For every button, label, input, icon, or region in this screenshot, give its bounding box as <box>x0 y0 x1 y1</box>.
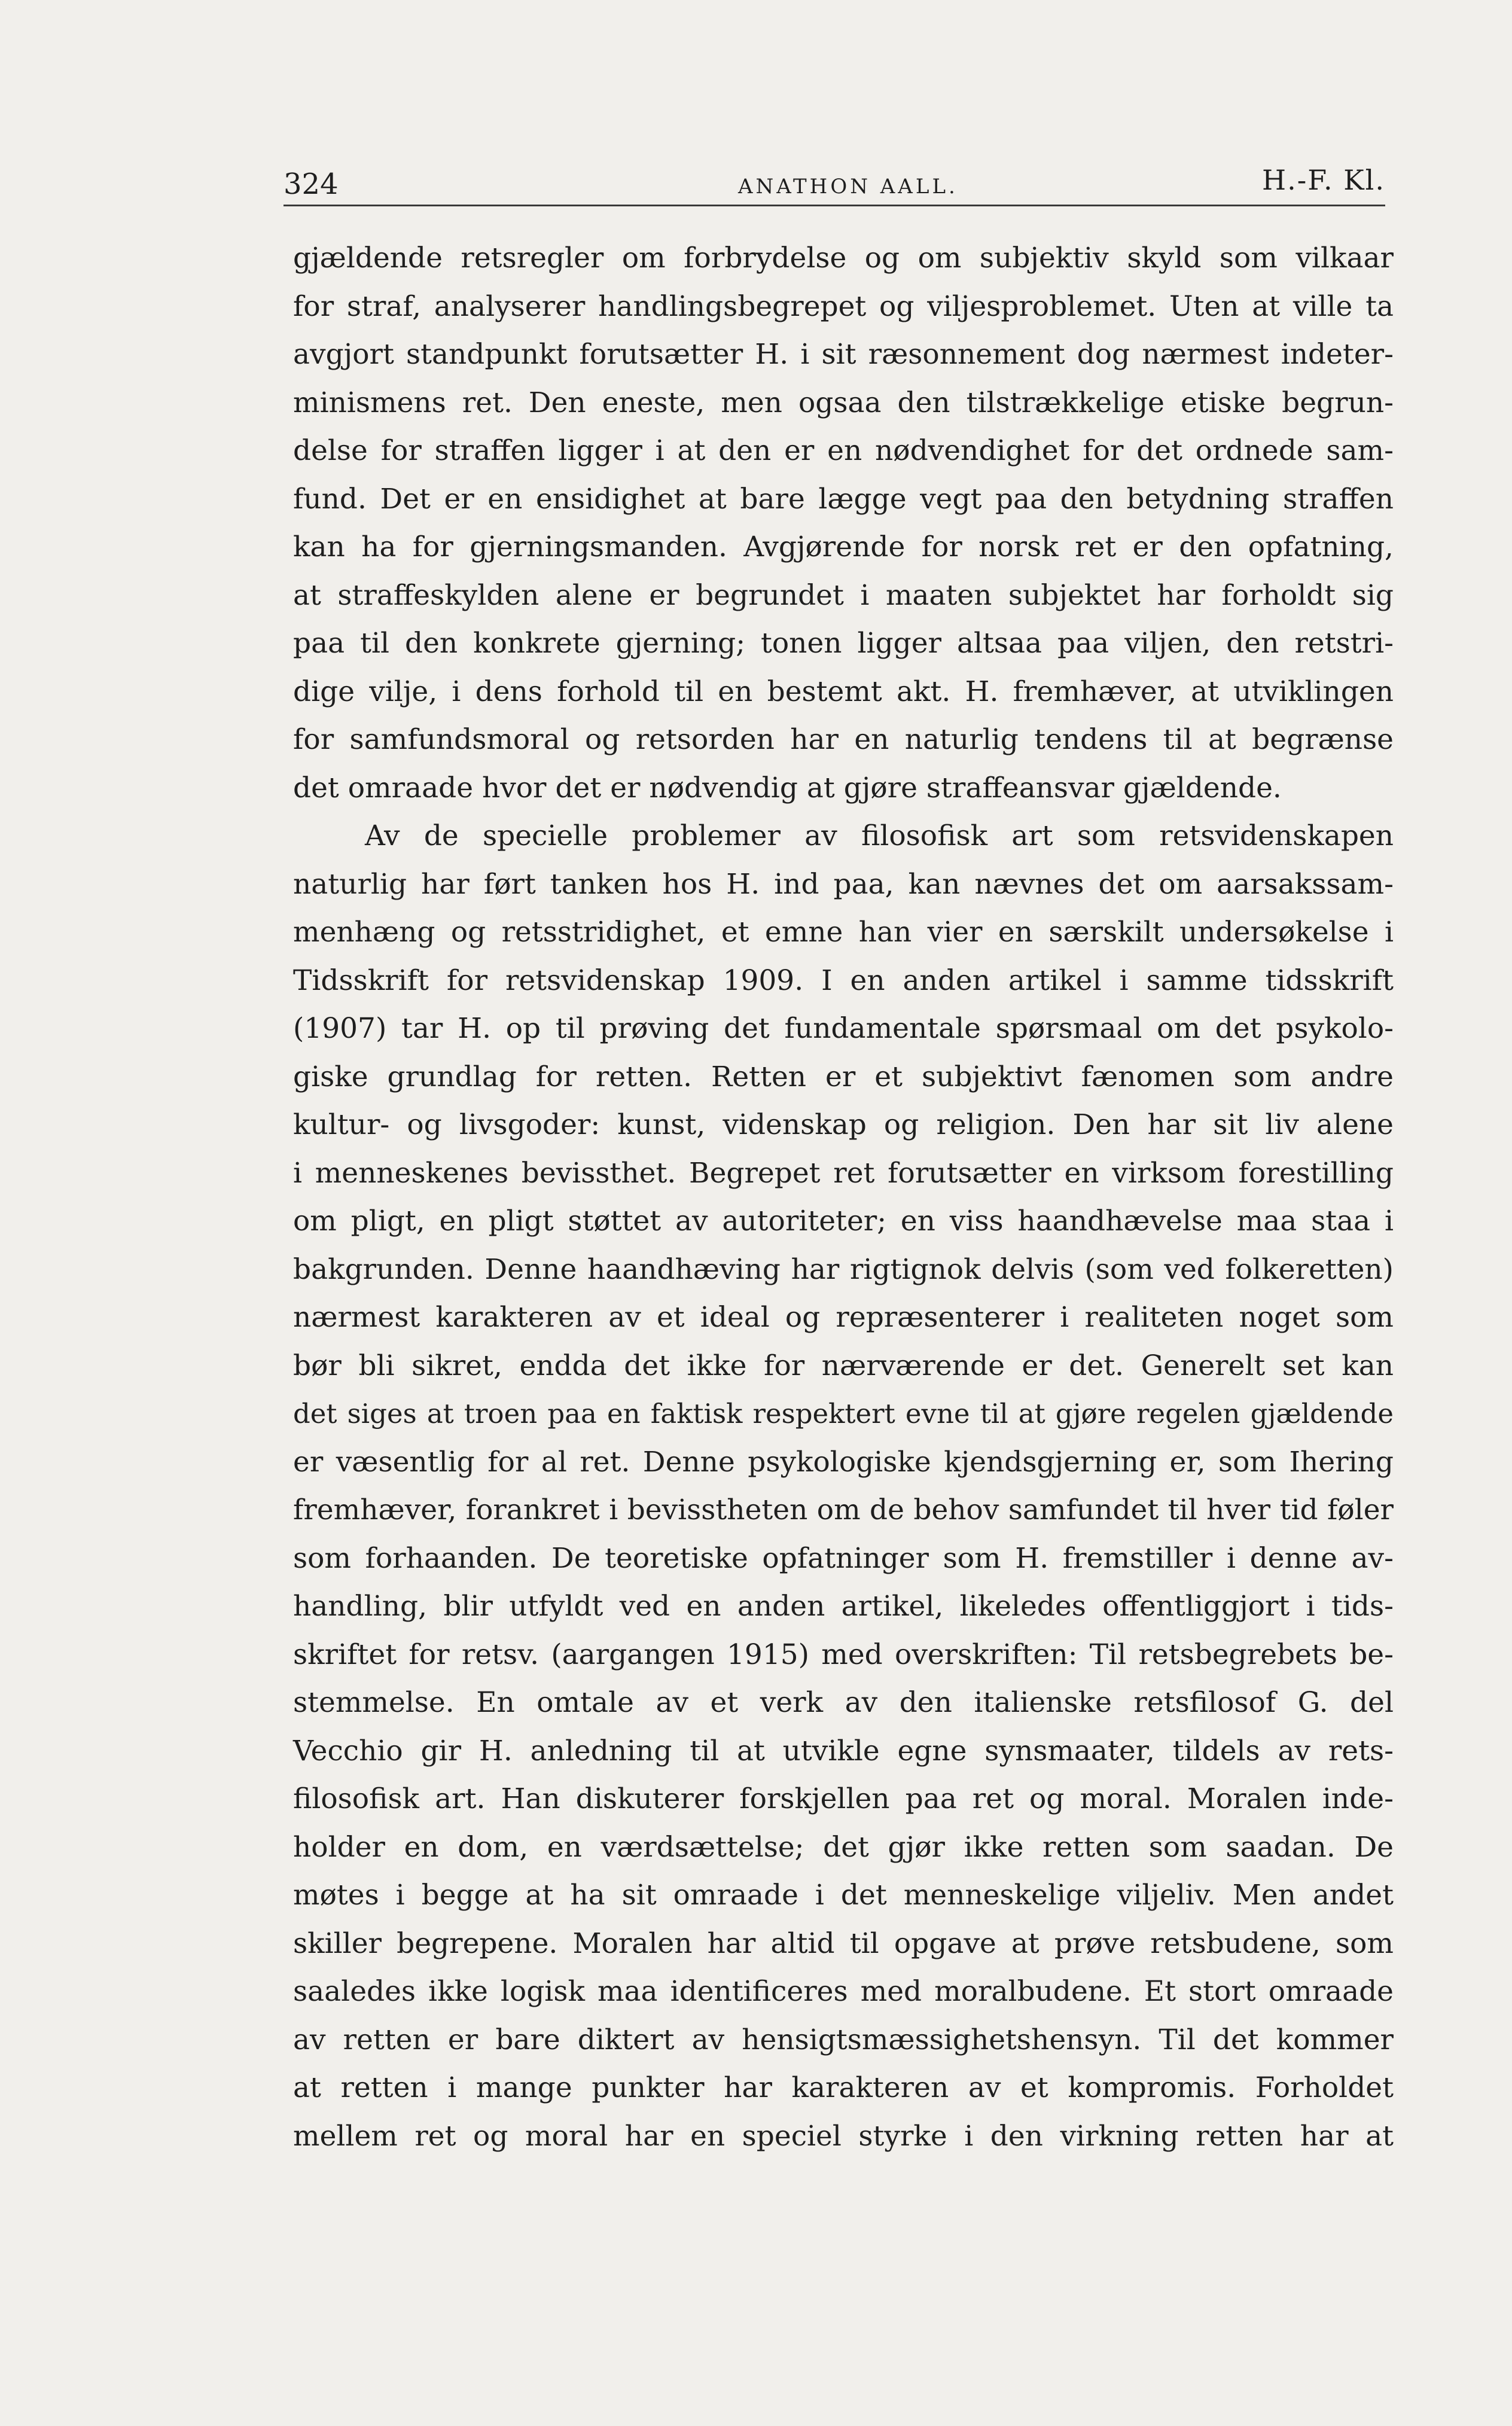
text-line: gjældende retsregler om forbrydelse og om subjektiv skyld som vilkaar <box>293 242 1394 275</box>
text-line: er væsentlig for al ret. Denne psykologiske kjendsgjerning er, som Ihering <box>293 1445 1394 1479</box>
body-text <box>293 234 1394 2160</box>
text-line: det omraade hvor det er nødvendig at gjøre straffeansvar gjældende. <box>293 771 1282 804</box>
text-line: fremhæver, forankret i bevisstheten om de behov samfundet til hver tid føler <box>293 1494 1394 1526</box>
page-header <box>284 163 1385 206</box>
text-line: avgjort standpunkt forutsætter H. i sit ræsonnement dog nærmest indeter- <box>293 338 1394 371</box>
text-line: naturlig har ført tanken hos H. ind paa, kan nævnes det om aarsakssam- <box>293 867 1394 901</box>
text-line: for straf, analyserer handlingsbegrepet og viljesproblemet. Uten at ville ta <box>293 289 1394 323</box>
text-line: minismens ret. Den eneste, men ogsaa den tilstrækkelige etiske begrun- <box>293 386 1394 419</box>
text-line: menhæng og retsstridighet, et emne han vier en særskilt undersøkelse i <box>293 916 1394 949</box>
text-line: mellem ret og moral har en speciel styrke i den virkning retten har at <box>293 2119 1394 2153</box>
text-line: saaledes ikke logisk maa identificeres med moralbudene. Et stort omraade <box>293 1975 1394 2008</box>
text-line: delse for straffen ligger i at den er en nødvendighet for det ordnede sam- <box>293 434 1394 467</box>
text-line: kan ha for gjerningsmanden. Avgjørende for norsk ret er den opfatning, <box>293 531 1394 563</box>
paragraph-start-line: Av de specielle problemer av filosofisk art som retsvidenskapen <box>365 819 1394 852</box>
text-line: møtes i begge at ha sit omraade i det menneskelige viljeliv. Men andet <box>293 1879 1394 1912</box>
text-line: (1907) tar H. op til prøving det fundamentale spørsmaal om det psykolo- <box>293 1012 1394 1045</box>
text-line: nærmest karakteren av et ideal og repræsenterer i realiteten noget som <box>293 1301 1394 1334</box>
text-line: som forhaanden. De teoretiske opfatninger som H. fremstiller i denne av- <box>293 1541 1394 1575</box>
text-line: fund. Det er en ensidighet at bare lægge vegt paa den betydning straffen <box>293 482 1394 516</box>
text-line: filosofisk art. Han diskuterer forskjellen paa ret og moral. Moralen inde- <box>293 1782 1394 1815</box>
page-number: 324 <box>284 167 339 201</box>
text-line: av retten er bare diktert av hensigtsmæssighetshensyn. Til det kommer <box>293 2023 1394 2056</box>
text-line: Tidsskrift for retsvidenskap 1909. I en anden artikel i samme tidsskrift <box>293 964 1394 997</box>
section-mark: H.-F. Kl. <box>1262 164 1385 196</box>
text-line: handling, blir utfyldt ved en anden artikel, likeledes offentliggjort i tids- <box>293 1590 1394 1623</box>
text-line: det siges at troen paa en faktisk respektert evne til at gjøre regelen gjældende <box>293 1398 1394 1430</box>
text-line: Vecchio gir H. anledning til at utvikle egne synsmaater, tildels av rets- <box>293 1734 1394 1767</box>
text-line: holder en dom, en værdsættelse; det gjør ikke retten som saadan. De <box>293 1830 1394 1864</box>
text-line: skiller begrepene. Moralen har altid til opgave at prøve retsbudene, som <box>293 1927 1394 1960</box>
text-line: paa til den konkrete gjerning; tonen ligger altsaa paa viljen, den retstri- <box>293 627 1394 660</box>
text-line: bør bli sikret, endda det ikke for nærværende er det. Generelt set kan <box>293 1349 1394 1382</box>
text-line: bakgrunden. Denne haandhæving har rigtignok delvis (som ved folkeretten) <box>293 1252 1394 1286</box>
text-line: om pligt, en pligt støttet av autoriteter; en viss haandhævelse maa staa i <box>293 1205 1394 1238</box>
text-line: skriftet for retsv. (aargangen 1915) med overskriften: Til retsbegrebets be- <box>293 1638 1394 1671</box>
text-line: stemmelse. En omtale av et verk av den italienske retsfilosof G. del <box>293 1686 1394 1719</box>
text-line: kultur- og livsgoder: kunst, videnskap og religion. Den har sit liv alene <box>293 1108 1394 1141</box>
text-line: giske grundlag for retten. Retten er et subjektivt fænomen som andre <box>293 1060 1394 1093</box>
text-line: at retten i mange punkter har karakteren av et kompromis. Forholdet <box>293 2071 1394 2104</box>
text-line: dige vilje, i dens forhold til en bestemt akt. H. fremhæver, at utviklingen <box>293 675 1394 708</box>
running-title: ANATHON AALL. <box>738 175 958 199</box>
text-line: at straffeskylden alene er begrundet i maaten subjektet har forholdt sig <box>293 578 1394 612</box>
text-line: i menneskenes bevissthet. Begrepet ret forutsætter en virksom forestilling <box>293 1156 1394 1190</box>
text-line: for samfundsmoral og retsorden har en naturlig tendens til at begrænse <box>293 723 1394 756</box>
